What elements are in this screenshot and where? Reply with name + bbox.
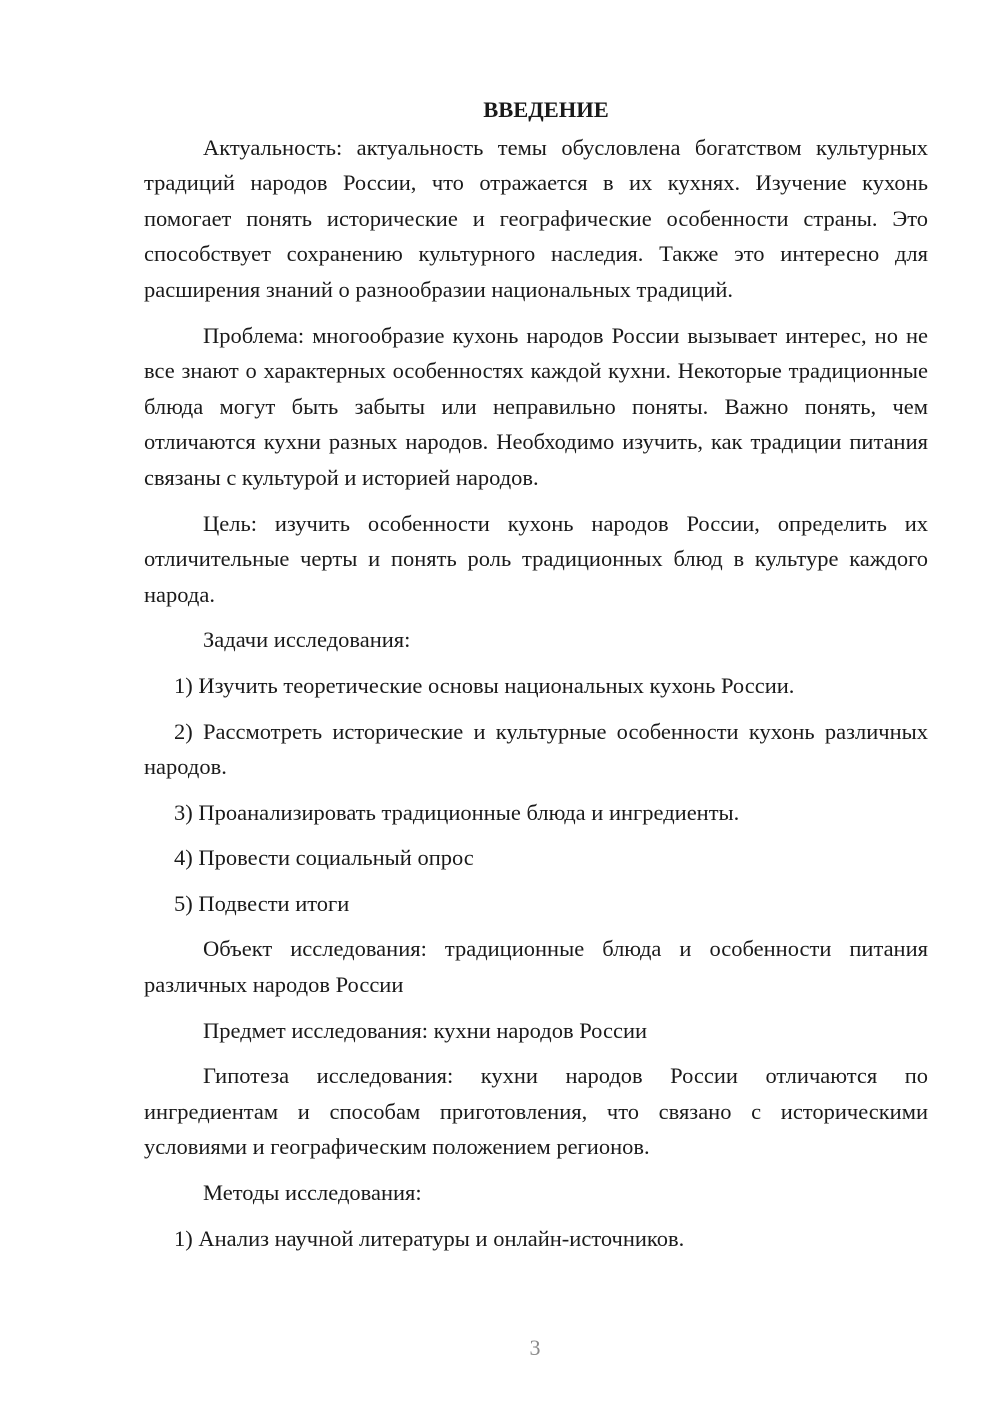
task-item-3: 3) Проанализировать традиционные блюда и ингредиенты.: [174, 799, 740, 825]
tasks-title: Задачи исследования:: [203, 627, 411, 653]
page-content: [144, 92, 928, 1266]
task-item-5: 5) Подвести итоги: [174, 890, 350, 916]
method-item-1: 1) Анализ научной литературы и онлайн-источников.: [174, 1225, 685, 1251]
page-heading: ВВЕДЕНИЕ: [483, 97, 609, 122]
task-item-1: 1) Изучить теоретические основы национальных кухонь России.: [174, 672, 795, 698]
subject-paragraph: Предмет исследования: кухни народов России: [203, 1017, 648, 1043]
page-number: 3: [529, 1335, 541, 1360]
methods-title: Методы исследования:: [203, 1180, 422, 1206]
hypothesis-paragraph: Гипотеза исследования: кухни народов России отличаются по ингредиентам и способам приготовления, что связано с историческими условиями и географическим положением регионов.: [144, 1063, 928, 1160]
object-paragraph: Объект исследования: традиционные блюда и особенности питания различных народов России: [144, 936, 928, 998]
goal-paragraph: Цель: изучить особенности кухонь народов России, определить их отличительные черты и понять роль традиционных блюд в культуре каждого народа.: [144, 510, 928, 607]
problem-paragraph: Проблема: многообразие кухонь народов России вызывает интерес, но не все знают о характерных особенностях каждой кухни. Некоторые традиционные блюда могут быть забыты или неправильно поняты. Важно понять, чем отличаются кухни разных народов. Необходимо изучить, как традиции питания связаны с культурой и историей народов.: [144, 322, 928, 490]
relevance-paragraph: Актуальность: актуальность темы обусловлена богатством культурных традиций народов России, что отражается в их кухнях. Изучение кухонь помогает понять исторические и географические особенности страны. Это способствует сохранению культурного наследия. Также это интересно для расширения знаний о разнообразии национальных традиций.: [144, 134, 928, 302]
task-item-4: 4) Провести социальный опрос: [174, 845, 474, 871]
task-item-2: 2) Рассмотреть исторические и культурные особенности кухонь различных народов.: [144, 718, 928, 780]
